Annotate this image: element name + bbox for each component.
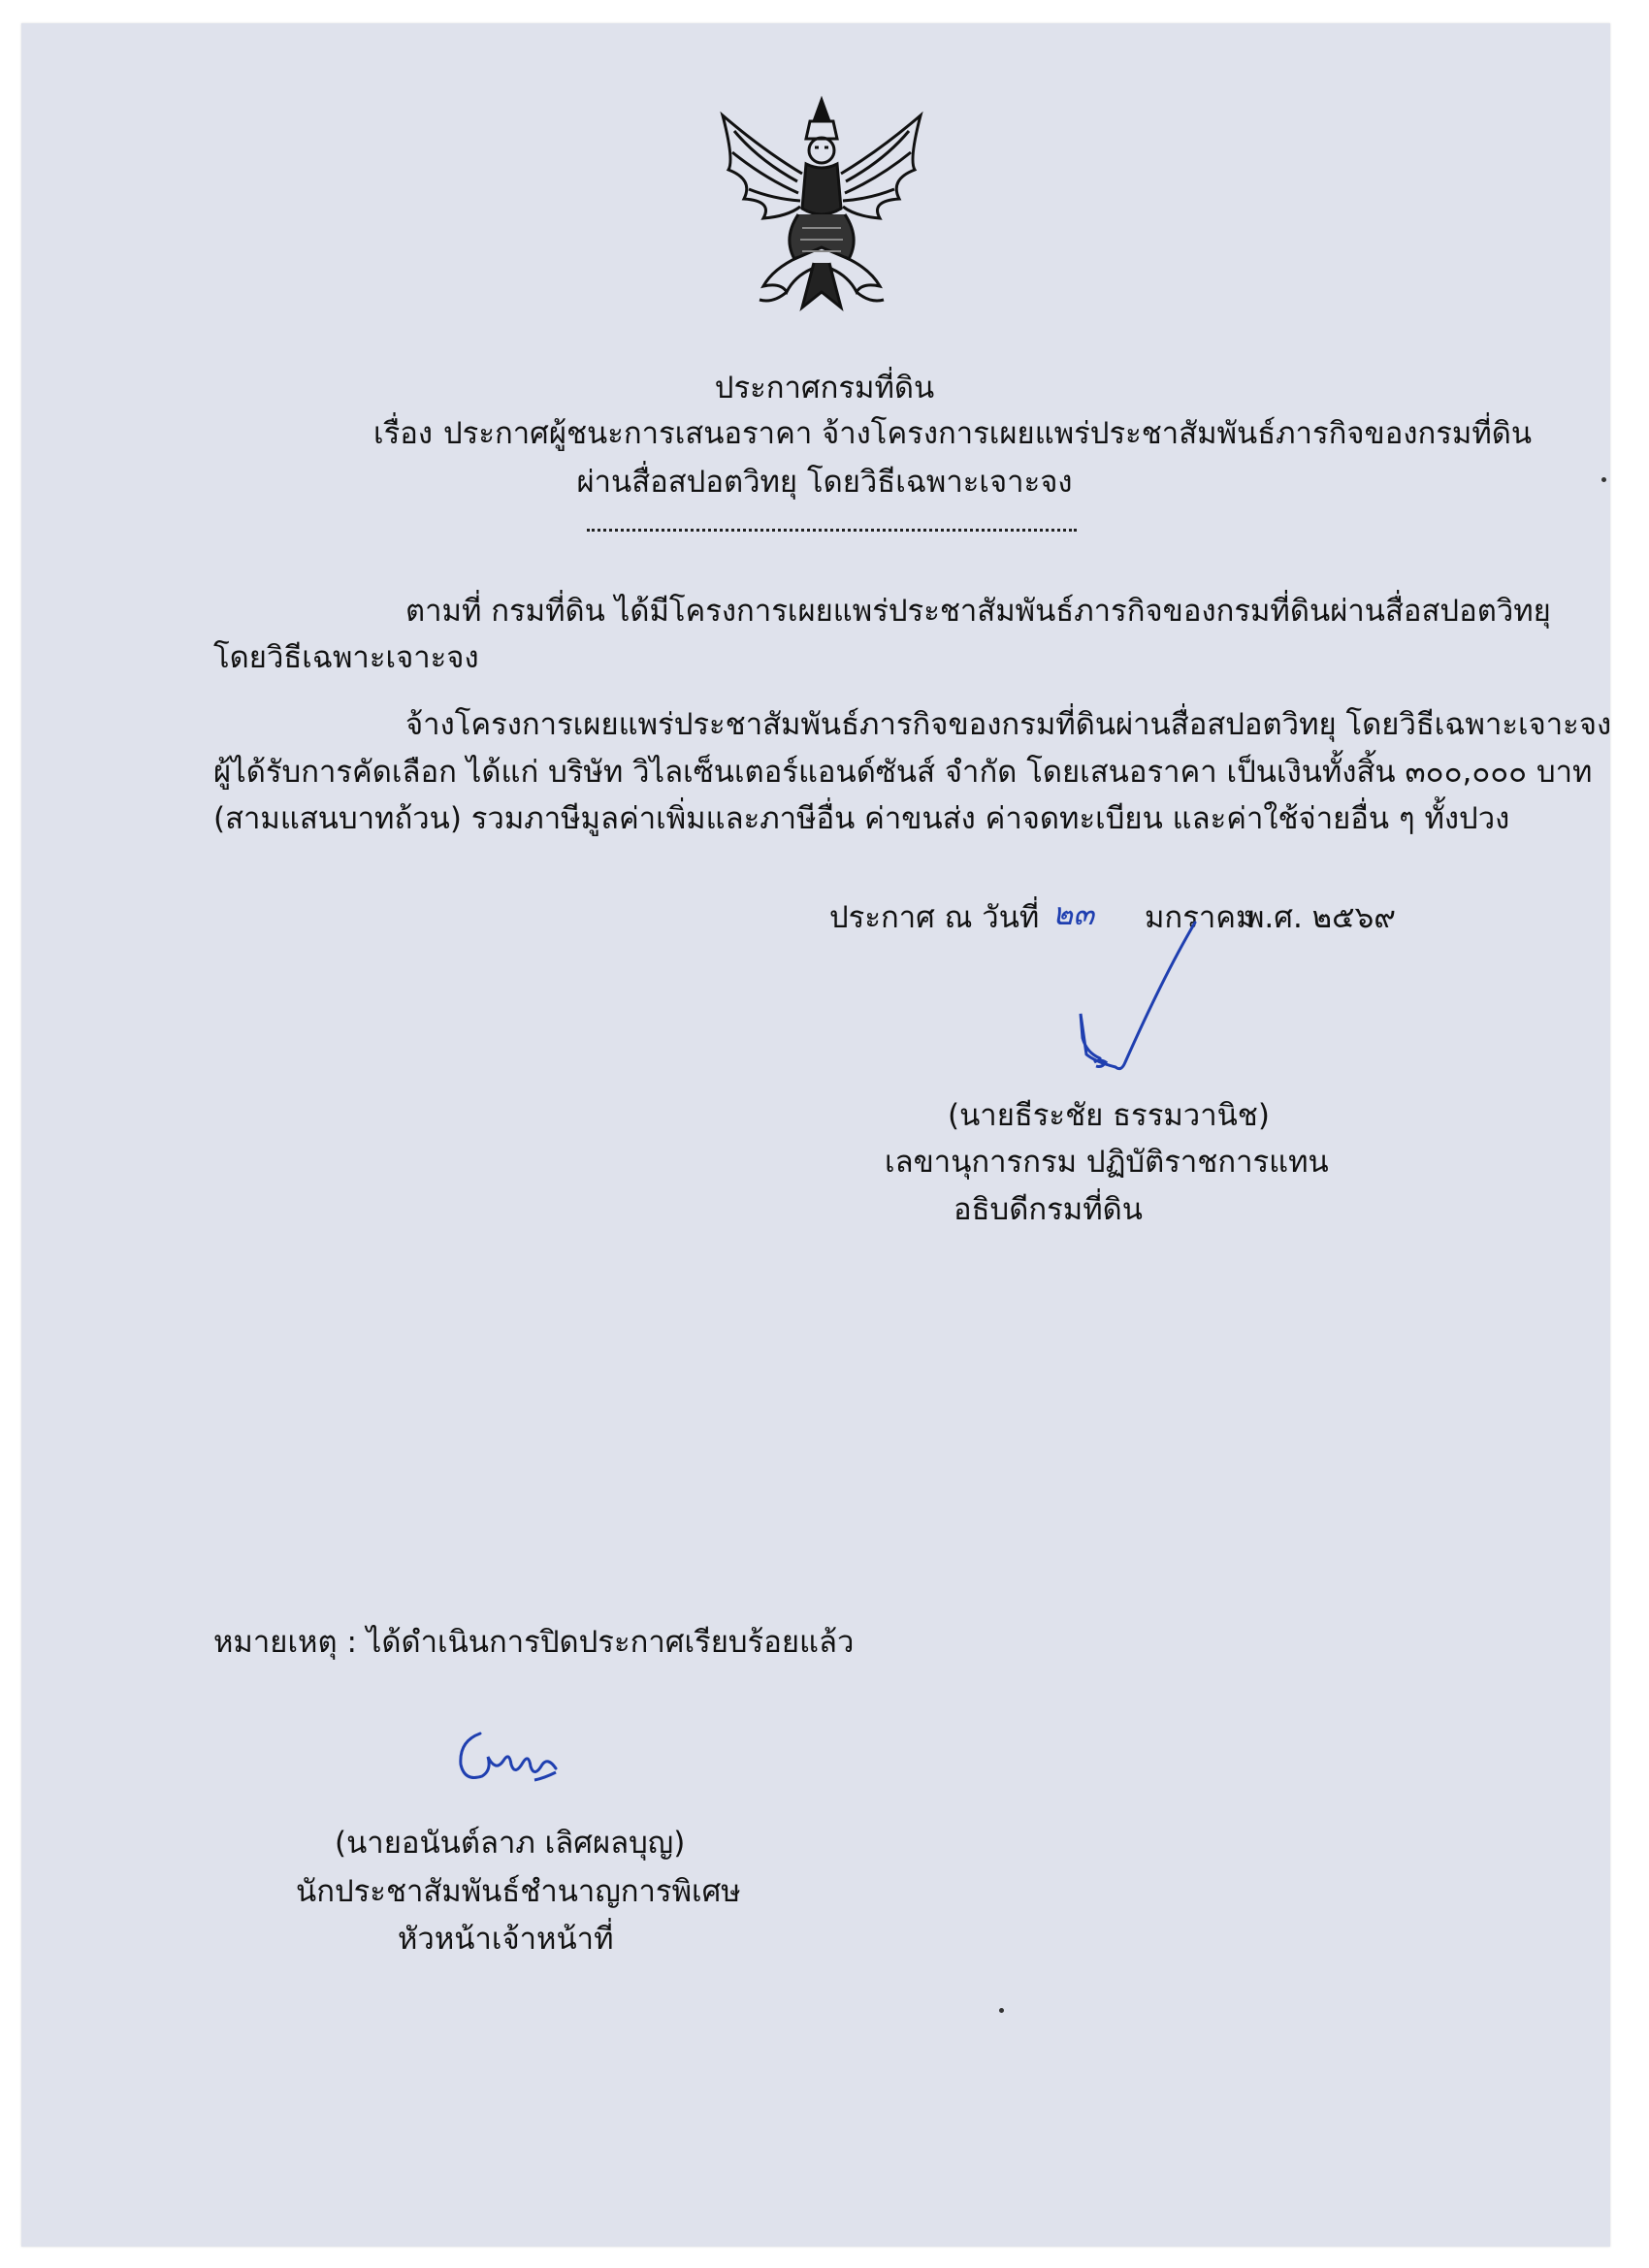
para2-line2: ผู้ได้รับการคัดเลือก ได้แก่ บริษัท วิไลเซ็นเตอร์แอนด์ซันส์ จำกัด โดยเสนอราคา เป็นเงินทั้งสิ้น ๓๐๐,๐๐๐ บาท bbox=[213, 755, 1593, 790]
signatory1-position1: เลขานุการกรม ปฏิบัติราชการแทน bbox=[885, 1145, 1329, 1180]
document-title: ประกาศกรมที่ดิน bbox=[714, 371, 935, 405]
document-paper bbox=[21, 23, 1610, 2247]
para1-line1: ตามที่ กรมที่ดิน ได้มีโครงการเผยแพร่ประชาสัมพันธ์ภารกิจของกรมที่ดินผ่านสื่อสปอตวิทยุ bbox=[405, 594, 1551, 629]
date-prefix: ประกาศ ณ วันที่ bbox=[829, 900, 1040, 935]
signatory1-position2: อธิบดีกรมที่ดิน bbox=[954, 1192, 1143, 1227]
date-day-handwritten: ๒๓ bbox=[1052, 895, 1094, 932]
signatory2-name: (นายอนันต์ลาภ เลิศผลบุญ) bbox=[335, 1826, 686, 1861]
subject-line-2: ผ่านสื่อสปอตวิทยุ โดยวิธีเฉพาะเจาะจง bbox=[576, 465, 1073, 500]
garuda-emblem-icon bbox=[705, 92, 938, 325]
para2-line1: จ้างโครงการเผยแพร่ประชาสัมพันธ์ภารกิจของกรมที่ดินผ่านสื่อสปอตวิทยุ โดยวิธีเฉพาะเจาะจง bbox=[405, 707, 1612, 742]
date-month: มกราคม bbox=[1145, 900, 1256, 935]
scan-speck bbox=[999, 2008, 1004, 2013]
para1-line2: โดยวิธีเฉพาะเจาะจง bbox=[213, 640, 479, 675]
signature-1-icon bbox=[1057, 917, 1232, 1082]
signatory2-position1: นักประชาสัมพันธ์ชำนาญการพิเศษ bbox=[296, 1874, 741, 1909]
signatory1-name: (นายธีระชัย ธรรมวานิช) bbox=[948, 1098, 1270, 1133]
scan-speck bbox=[1601, 477, 1606, 482]
subject-label: เรื่อง bbox=[373, 416, 434, 451]
subject-line-1: ประกาศผู้ชนะการเสนอราคา จ้างโครงการเผยแพร่ประชาสัมพันธ์ภารกิจของกรมที่ดิน bbox=[443, 416, 1533, 451]
para2-line3: (สามแสนบาทถ้วน) รวมภาษีมูลค่าเพิ่มและภาษีอื่น ค่าขนส่ง ค่าจดทะเบียน และค่าใช้จ่ายอื่น ๆ ทั้งปวง bbox=[213, 801, 1510, 836]
signatory2-position2: หัวหน้าเจ้าหน้าที่ bbox=[398, 1922, 614, 1957]
header-divider bbox=[587, 529, 1077, 532]
note-text: หมายเหตุ : ได้ดำเนินการปิดประกาศเรียบร้อยแล้ว bbox=[213, 1625, 855, 1660]
signature-2-icon bbox=[441, 1722, 587, 1799]
date-year: พ.ศ. ๒๕๖๙ bbox=[1245, 900, 1396, 935]
